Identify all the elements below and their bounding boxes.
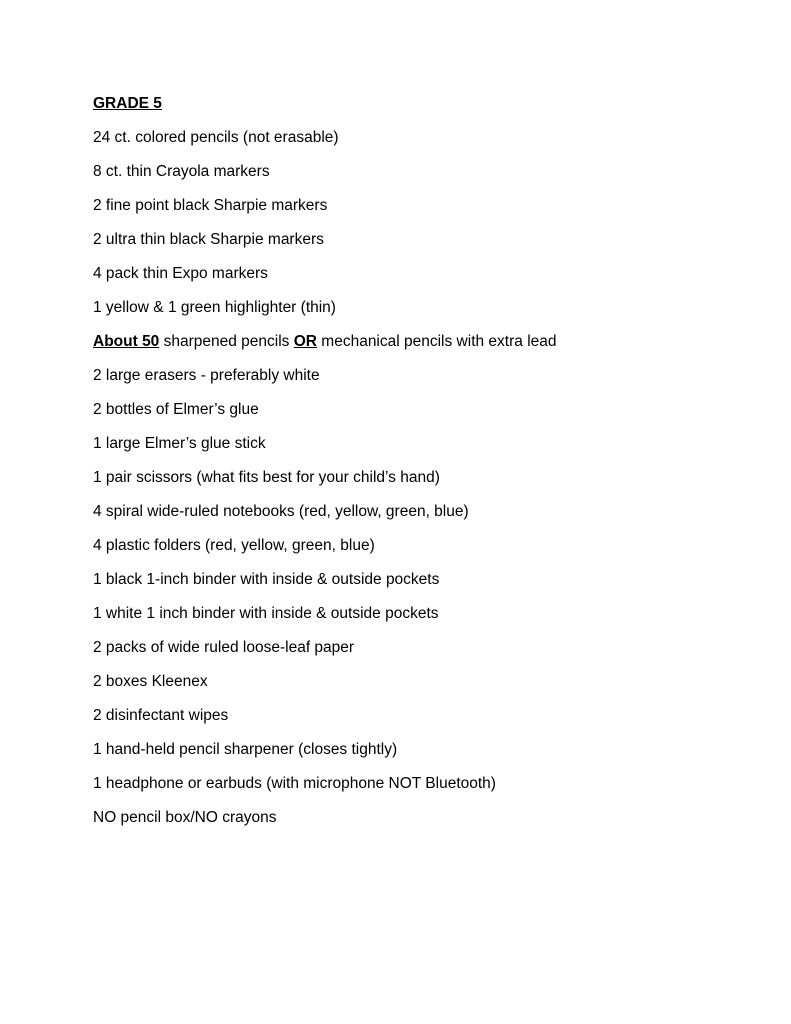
list-item: 1 white 1 inch binder with inside & outside pockets (93, 605, 439, 622)
list-item: 1 yellow & 1 green highlighter (thin) (93, 299, 336, 316)
pencils-text-2: mechanical pencils with extra lead (316, 333, 557, 350)
list-item: 2 disinfectant wipes (93, 707, 229, 724)
list-item: 2 large erasers - preferably white (93, 367, 320, 384)
list-item: 1 pair scissors (what fits best for your child’s hand) (93, 469, 440, 486)
supply-list-page (93, 94, 753, 842)
list-item: NO pencil box/NO crayons (93, 809, 277, 826)
list-item-pencils (93, 332, 753, 352)
list-item: 2 ultra thin black Sharpie markers (93, 231, 324, 248)
list-item: 1 large Elmer’s glue stick (93, 435, 266, 452)
list-item: 2 bottles of Elmer’s glue (93, 401, 259, 418)
list-item: 24 ct. colored pencils (not erasable) (93, 129, 339, 146)
grade-title: GRADE 5 (93, 95, 162, 112)
list-item: 1 headphone or earbuds (with microphone NOT Bluetooth) (93, 775, 496, 792)
list-item: 4 pack thin Expo markers (93, 265, 268, 282)
list-item: 1 hand-held pencil sharpener (closes tightly) (93, 741, 398, 758)
pencils-text-1: sharpened pencils (159, 333, 294, 350)
list-item: 4 plastic folders (red, yellow, green, blue) (93, 537, 375, 554)
list-item: 2 boxes Kleenex (93, 673, 208, 690)
list-item: 1 black 1-inch binder with inside & outside pockets (93, 571, 440, 588)
supply-list (93, 128, 753, 828)
list-item: 4 spiral wide-ruled notebooks (red, yellow, green, blue) (93, 503, 469, 520)
list-item: 2 packs of wide ruled loose-leaf paper (93, 639, 355, 656)
list-item: 8 ct. thin Crayola markers (93, 163, 270, 180)
pencils-or-emphasis: OR (293, 333, 317, 350)
list-item: 2 fine point black Sharpie markers (93, 197, 328, 214)
pencils-quantity-emphasis: About 50 (93, 333, 160, 350)
